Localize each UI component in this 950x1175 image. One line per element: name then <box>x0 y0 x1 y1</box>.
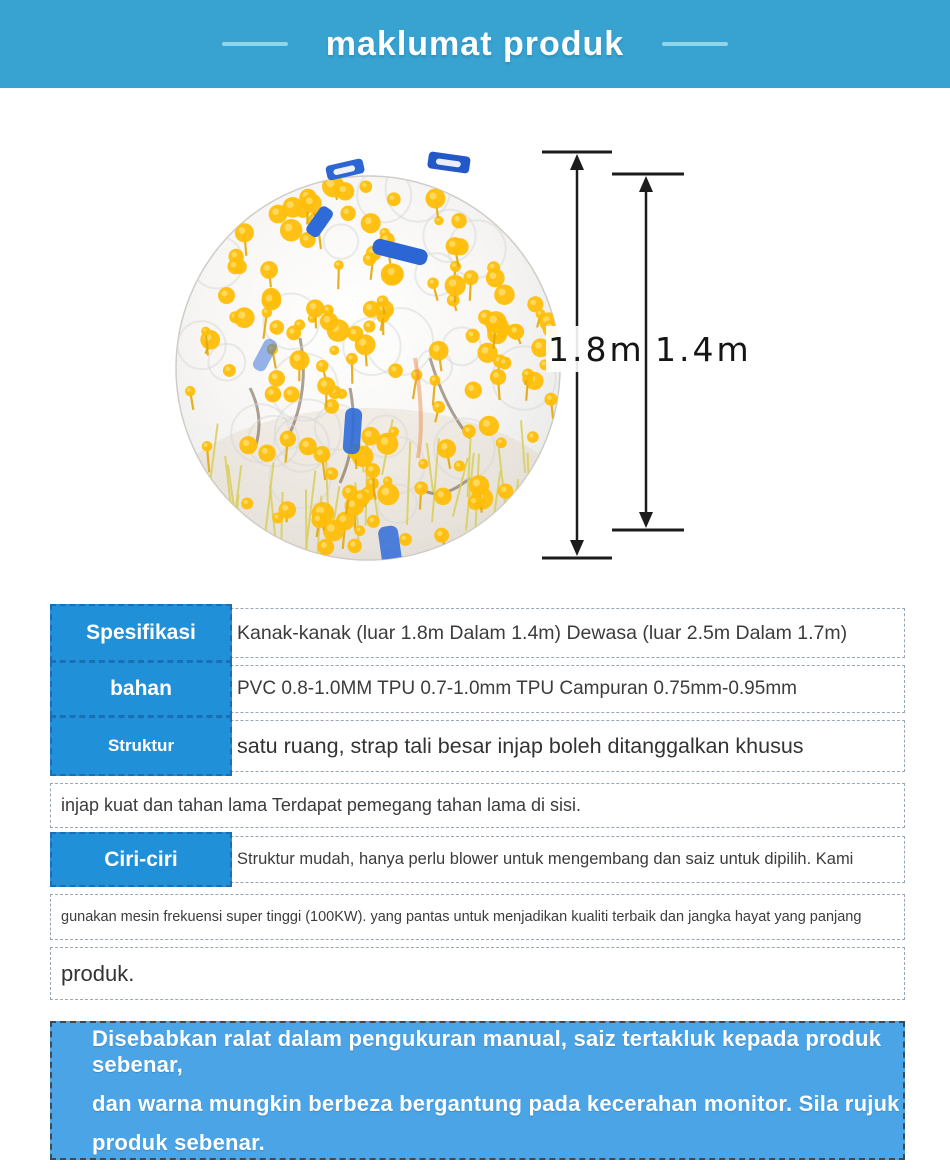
spec-row-spesifikasi <box>50 608 905 658</box>
spec-label-struktur: Struktur <box>50 716 232 776</box>
disclaimer-box <box>50 1021 905 1160</box>
header-dash-left-icon <box>222 42 288 46</box>
spec-value-struktur-continued: injap kuat dan tahan lama Terdapat pemegang tahan lama di sisi. <box>61 795 582 815</box>
spec-value-spesifikasi: Kanak-kanak (luar 1.8m Dalam 1.4m) Dewasa (luar 2.5m Dalam 1.7m) <box>237 621 848 644</box>
spec-row-produk <box>50 947 905 1000</box>
inner-dimension-label: 1.4m <box>655 330 752 369</box>
spec-row-bahan <box>50 665 905 713</box>
product-image-section <box>0 88 950 600</box>
spec-label-ciri-ciri: Ciri-ciri <box>50 832 232 887</box>
spec-table <box>0 600 950 1000</box>
spec-value-produk: produk. <box>61 960 135 986</box>
disclaimer-line: Disebabkan ralat dalam pengukuran manual, saiz tertakluk kepada produk sebenar, <box>92 1025 882 1077</box>
zorb-ball-image <box>0 88 950 600</box>
spec-row-struktur-continued <box>50 783 905 828</box>
spec-value-struktur: satu ruang, strap tali besar injap boleh ditanggalkan khusus <box>237 733 804 758</box>
spec-value-bahan: PVC 0.8-1.0MM TPU 0.7-1.0mm TPU Campuran 0.75mm-0.95mm <box>237 678 797 699</box>
disclaimer-line: dan warna mungkin berbeza bergantung pada kecerahan monitor. Sila rujuk <box>92 1090 900 1116</box>
outer-dimension-label: 1.8m <box>548 330 645 369</box>
disclaimer-line: produk sebenar. <box>92 1129 265 1155</box>
spec-label-bahan: bahan <box>50 661 232 717</box>
spec-row-struktur <box>50 720 905 772</box>
page-header <box>0 0 950 88</box>
header-dash-right-icon <box>662 42 728 46</box>
page-title: maklumat produk <box>325 24 625 63</box>
spec-value-ciri-continued: gunakan mesin frekuensi super tinggi (100KW). yang pantas untuk menjadikan kualiti terbaik dan jangka hayat yang panjang <box>61 909 862 925</box>
spec-value-ciri-ciri: Struktur mudah, hanya perlu blower untuk mengembang dan saiz untuk dipilih. Kami <box>237 850 854 868</box>
spec-row-ciri-continued <box>50 894 905 940</box>
spec-label-spesifikasi: Spesifikasi <box>50 604 232 662</box>
spec-row-ciri-ciri <box>50 836 905 883</box>
